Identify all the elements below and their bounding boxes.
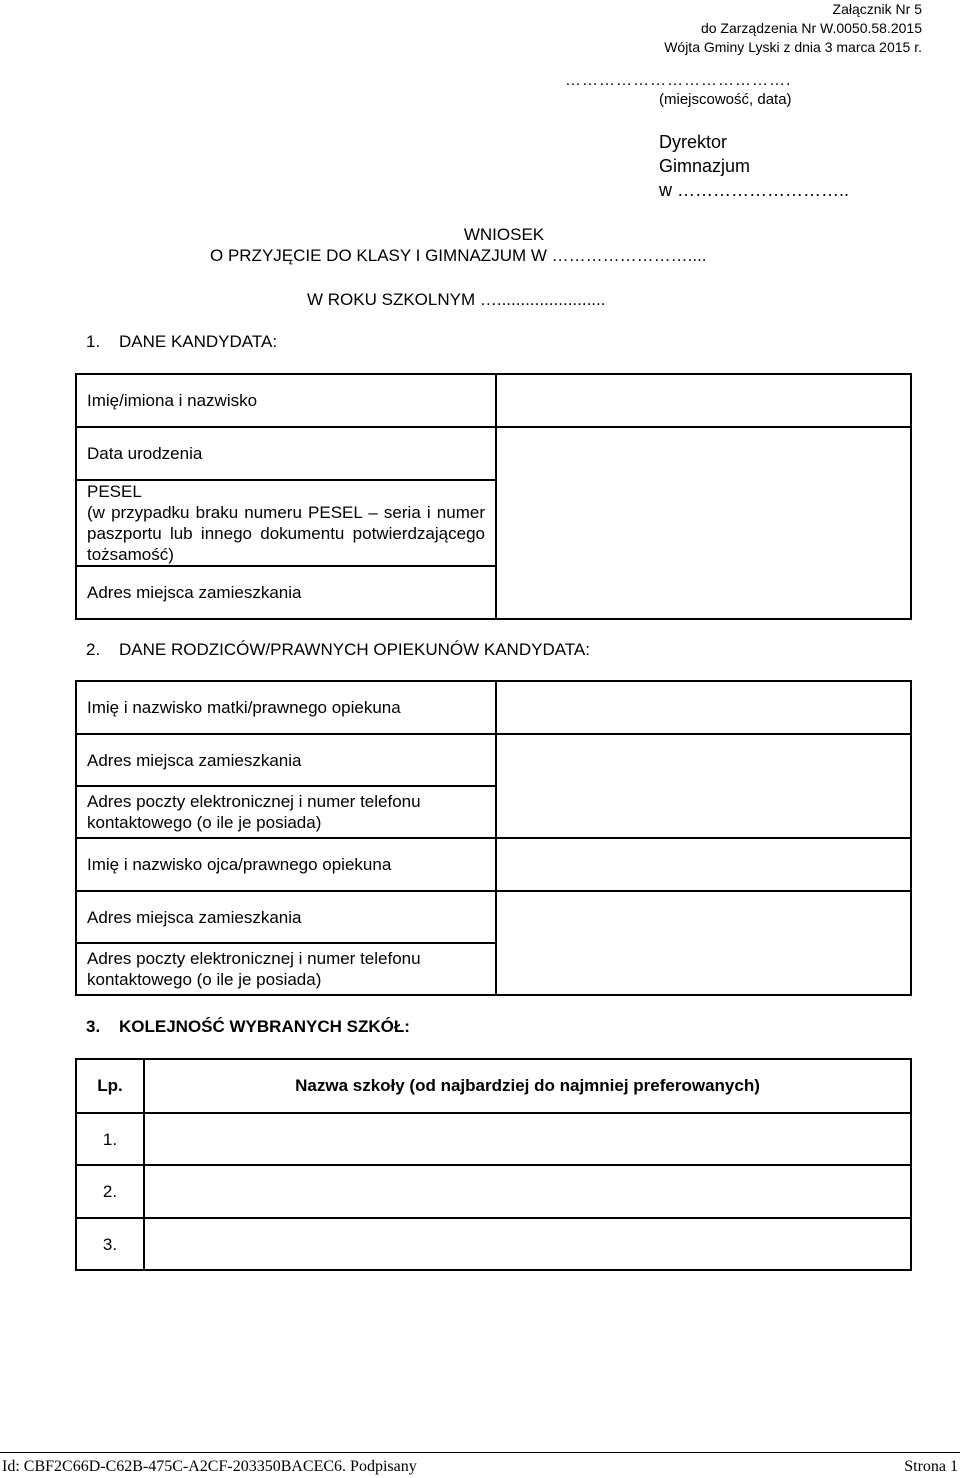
father-email-phone-label: Adres poczty elektronicznej i numer telefonu kontaktowego (o ile je posiada) [76,943,496,995]
mother-name-field[interactable] [496,681,911,734]
addressee-line-1: Dyrektor [659,132,728,152]
addressee-line-2: Gimnazjum [659,156,751,176]
school-name-column-header: Nazwa szkoły (od najbardziej do najmniej preferowanych) [144,1059,911,1113]
parents-data-table [75,680,912,996]
section-2-title: DANE RODZICÓW/PRAWNYCH OPIEKUNÓW KANDYDATA: [119,640,590,659]
school-name-field[interactable] [144,1113,911,1165]
candidate-details-field[interactable] [496,427,911,619]
page-footer [0,1452,960,1478]
annex-reference [664,0,922,57]
lp-column-header: Lp. [76,1059,144,1113]
section-1-heading [86,332,277,352]
place-date-label: (miejscowość, data) [659,91,792,108]
section-3-heading [86,1017,410,1037]
mother-email-phone-label: Adres poczty elektronicznej i numer telefonu kontaktowego (o ile je posiada) [76,786,496,838]
mother-name-label: Imię i nazwisko matki/prawnego opiekuna [76,681,496,734]
section-3-number: 3. [86,1017,101,1036]
schools-table [75,1058,912,1271]
father-contact-field[interactable] [496,891,911,995]
place-date-dots: …………………………………. [565,72,792,89]
school-year-line: W ROKU SZKOLNYM …....................... [307,290,606,309]
father-address-label: Adres miejsca zamieszkania [76,891,496,943]
annex-line-2: do Zarządzenia Nr W.0050.58.2015 [700,20,922,36]
school-row-number: 1. [76,1113,144,1165]
section-2-number: 2. [86,640,101,659]
school-row-number: 3. [76,1218,144,1270]
school-name-field[interactable] [144,1218,911,1270]
birth-date-label: Data urodzenia [76,427,496,480]
pesel-label-note: (w przypadku braku numeru PESEL – seria i numer paszportu lub innego dokumentu potwierdzającego tożsamość) [87,503,485,564]
pesel-label-title: PESEL [87,482,142,501]
annex-line-3: Wójta Gminy Lyski z dnia 3 marca 2015 r. [664,39,922,55]
section-1-number: 1. [86,332,101,351]
father-name-label: Imię i nazwisko ojca/prawnego opiekuna [76,838,496,891]
section-2-heading [86,640,590,660]
page-number: Strona 1 [904,1458,958,1475]
document-subtitle: O PRZYJĘCIE DO KLASY I GIMNAZJUM W …………………….... [210,246,707,265]
candidate-name-field[interactable] [496,374,911,427]
father-name-field[interactable] [496,838,911,891]
candidate-data-table [75,373,912,620]
candidate-address-label: Adres miejsca zamieszkania [76,566,496,619]
school-name-field[interactable] [144,1165,911,1218]
mother-contact-field[interactable] [496,734,911,838]
mother-address-label: Adres miejsca zamieszkania [76,734,496,786]
candidate-name-label: Imię/imiona i nazwisko [76,374,496,427]
addressee-line-3: w ……………………….. [659,180,850,200]
section-1-title: DANE KANDYDATA: [119,332,278,351]
pesel-label [76,480,496,566]
document-id: Id: CBF2C66D-C62B-475C-A2CF-203350BACEC6. Podpisany [2,1458,417,1475]
addressee [659,130,849,202]
school-row-number: 2. [76,1165,144,1218]
document-title: WNIOSEK [463,225,545,244]
annex-line-1: Załącznik Nr 5 [832,1,922,17]
section-3-title: KOLEJNOŚĆ WYBRANYCH SZKÓŁ: [119,1017,410,1036]
